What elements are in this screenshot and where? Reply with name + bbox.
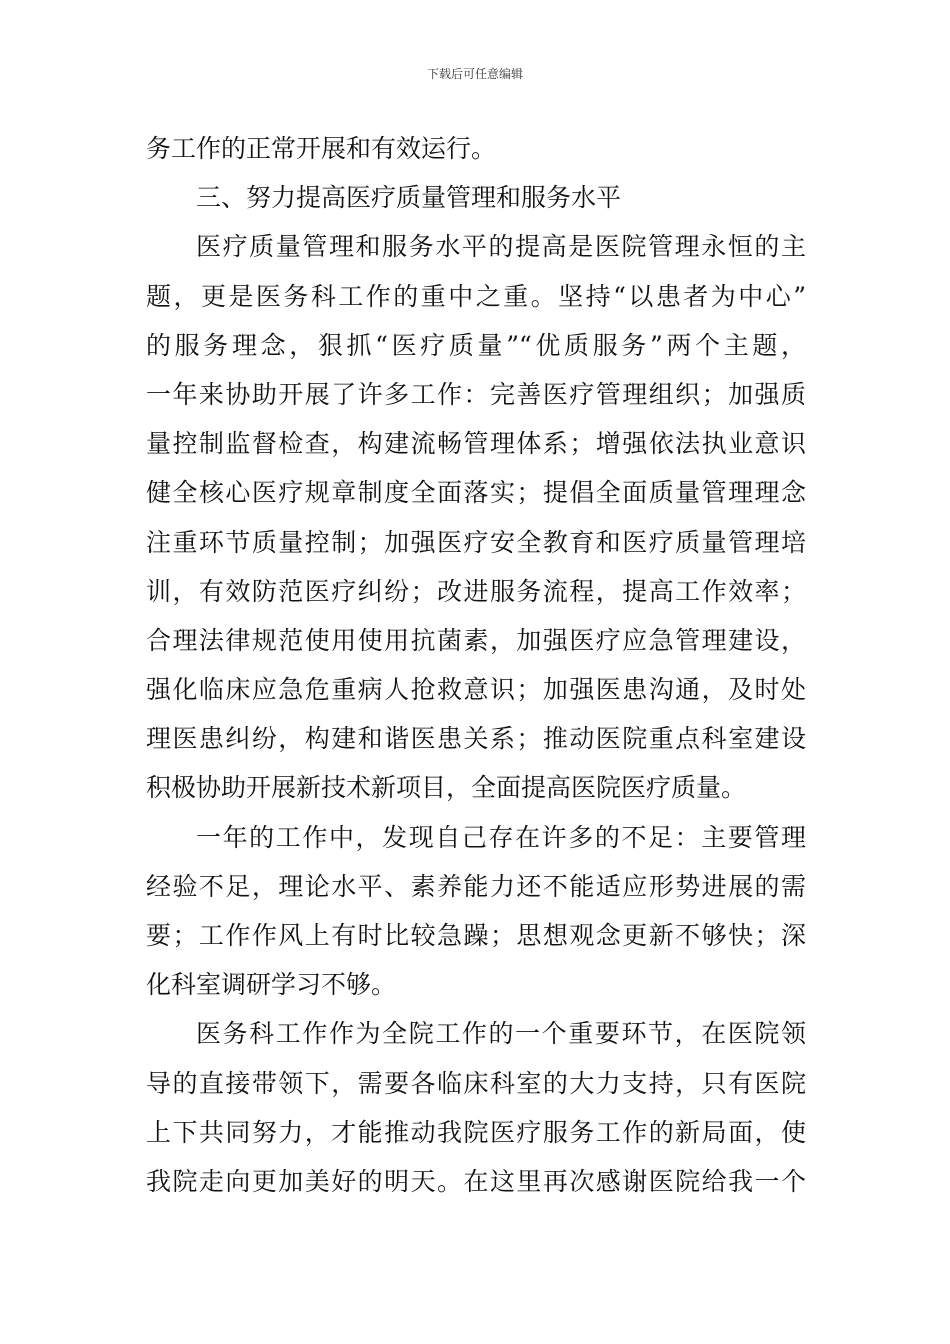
paragraph-line: 强化临床应急危重病人抢救意识；加强医患沟通，及时处 xyxy=(146,675,806,705)
paragraph-5 xyxy=(146,1009,806,1206)
paragraph-line: 健全核心医疗规章制度全面落实；提倡全面质量管理理念 xyxy=(146,478,806,508)
paragraph-4 xyxy=(146,813,806,1010)
paragraph-line: 要；工作作风上有时比较急躁；思想观念更新不够快；深 xyxy=(146,921,806,950)
paragraph-line: 上下共同努力，才能推动我院医疗服务工作的新局面，使 xyxy=(146,1117,806,1147)
paragraph-line: 一年的工作中，发现自己存在许多的不足：主要管理 xyxy=(196,822,806,852)
paragraph-line: 化科室调研学习不够。 xyxy=(146,970,397,1000)
paragraph-line: 的服务理念，狠抓“医疗质量”“优质服务”两个主题， xyxy=(146,330,806,360)
paragraph-line: 我院走向更加美好的明天。在这里再次感谢医院给我一个 xyxy=(146,1166,806,1196)
paragraph-line: 注重环节质量控制；加强医疗安全教育和医疗质量管理培 xyxy=(146,527,806,557)
paragraph-line: 导的直接带领下，需要各临床科室的大力支持，只有医院 xyxy=(146,1068,806,1098)
document-body xyxy=(146,124,806,1206)
paragraph-line: 量控制监督检查，构建流畅管理体系；增强依法执业意识 xyxy=(146,429,806,459)
paragraph-line: 积极协助开展新技术新项目，全面提高医院医疗质量。 xyxy=(146,773,747,803)
section-heading xyxy=(146,173,806,222)
paragraph-line: 一年来协助开展了许多工作：完善医疗管理组织；加强质 xyxy=(146,379,806,409)
paragraph-line: 经验不足，理论水平、素养能力还不能适应形势进展的需 xyxy=(146,871,806,901)
paragraph-line: 医务科工作作为全院工作的一个重要环节，在医院领 xyxy=(196,1019,806,1049)
paragraph-1 xyxy=(146,124,806,173)
paragraph-line: 医疗质量管理和服务水平的提高是医院管理永恒的主 xyxy=(196,232,806,262)
paragraph-line: 三、努力提高医疗质量管理和服务水平 xyxy=(196,183,622,213)
paragraph-line: 合理法律规范使用使用抗菌素，加强医疗应急管理建设， xyxy=(146,625,806,655)
paragraph-line: 理医患纠纷，构建和谐医患关系；推动医院重点科室建设 xyxy=(146,724,806,754)
paragraph-3 xyxy=(146,222,806,812)
paragraph-line: 训，有效防范医疗纠纷；改进服务流程，提高工作效率； xyxy=(146,576,806,606)
paragraph-line: 题，更是医务科工作的重中之重。坚持“以患者为中心” xyxy=(146,281,806,311)
paragraph-line: 务工作的正常开展和有效运行。 xyxy=(146,134,497,163)
page-header: 下载后可任意编辑 xyxy=(426,67,523,81)
